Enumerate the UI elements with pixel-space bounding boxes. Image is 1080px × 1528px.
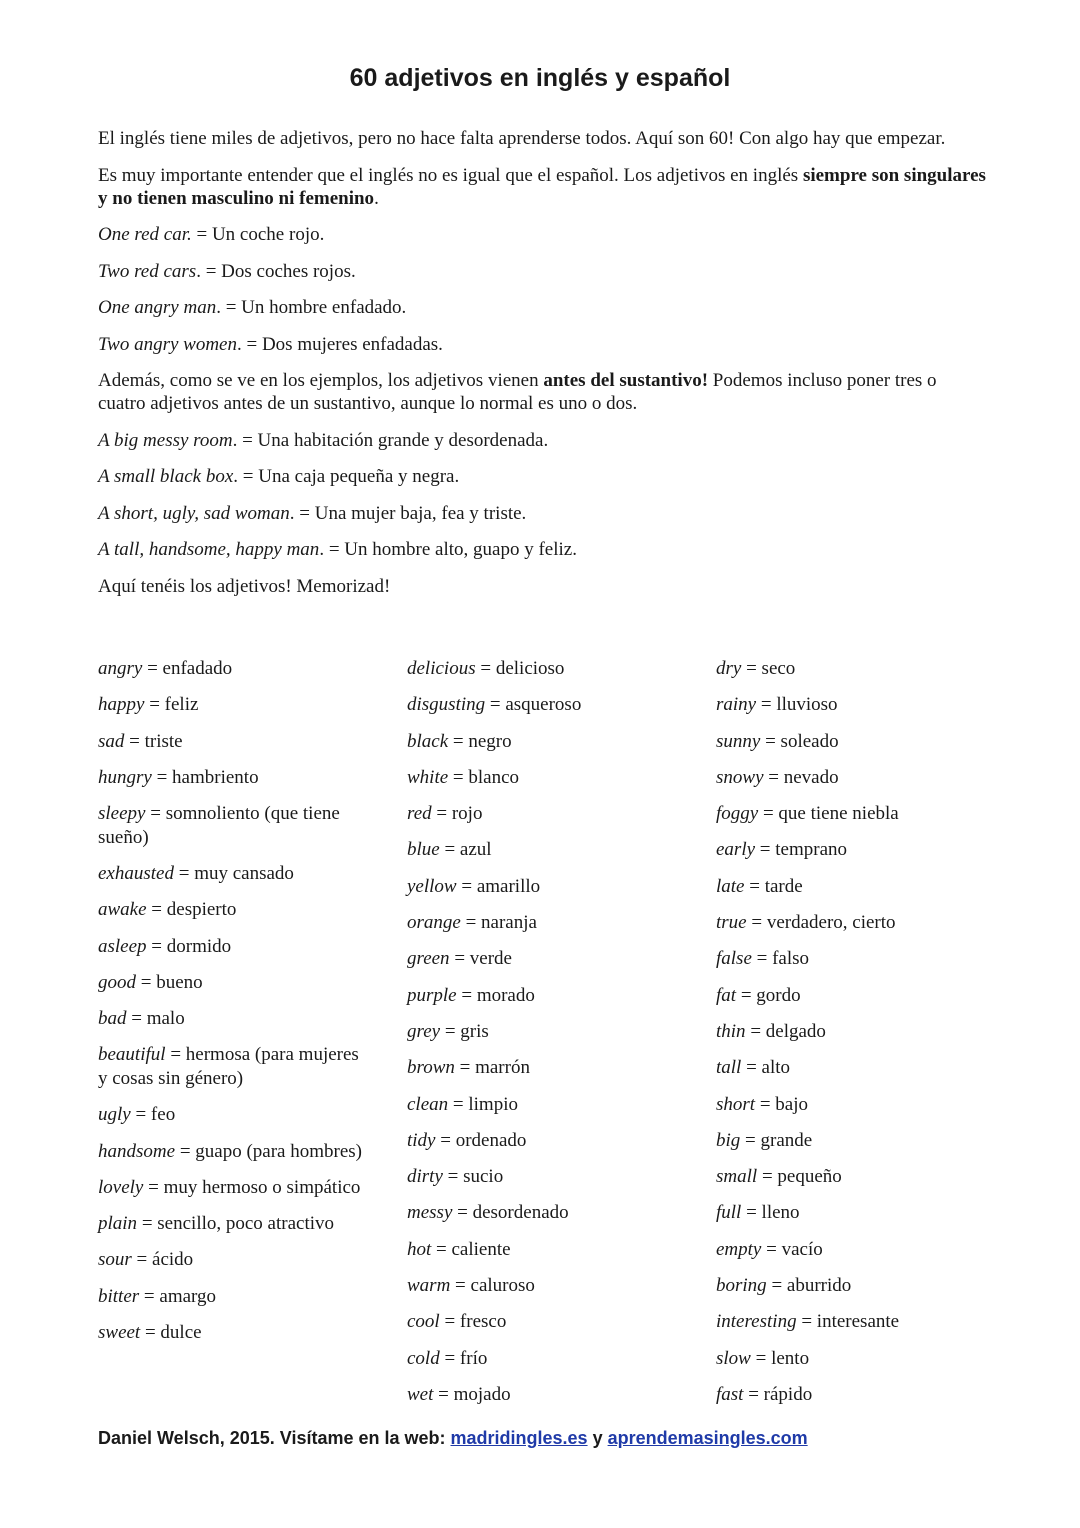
adjective-entry <box>98 1212 363 1236</box>
adjective-spanish: = mojado <box>433 1383 511 1405</box>
adjective-entry <box>407 1129 697 1153</box>
adjective-spanish: = gris <box>440 1020 489 1042</box>
adjective-spanish: = dormido <box>146 935 232 957</box>
adjective-english: disgusting <box>407 694 486 716</box>
adjective-entry <box>98 1176 363 1200</box>
adjective-english: ugly <box>98 1104 131 1126</box>
intro-p2-bold: siempre son singulares y no tienen masculino ni femenino <box>98 164 986 209</box>
adjective-spanish: = seco <box>741 658 796 679</box>
adjective-english: fat <box>716 984 737 1006</box>
adjective-english: thin <box>716 1020 746 1042</box>
footer <box>98 1428 808 1449</box>
adjective-entry <box>716 657 1006 681</box>
example-sentence <box>98 465 988 488</box>
adjective-entry <box>98 1140 363 1164</box>
adjective-spanish: = muy hermoso o simpático <box>143 1176 361 1198</box>
examples-list-2 <box>98 429 988 562</box>
adjective-english: warm <box>407 1275 451 1297</box>
adjective-spanish: = interesante <box>796 1311 900 1333</box>
adjective-column-2 <box>407 657 697 1419</box>
adjective-entry <box>407 730 697 754</box>
adjective-entry <box>98 862 363 886</box>
adjective-english: angry <box>98 658 143 679</box>
intro-p2-end: . <box>374 187 379 209</box>
adjective-entry <box>407 875 697 899</box>
adjective-entry <box>716 911 1006 935</box>
adjective-entry <box>407 1274 697 1298</box>
adjective-spanish: = delgado <box>745 1020 826 1042</box>
adjective-english: cold <box>407 1347 440 1369</box>
adjective-english: clean <box>407 1093 449 1115</box>
adjective-entry <box>407 1383 697 1407</box>
adjective-entry <box>98 766 363 790</box>
adjective-english: exhausted <box>98 862 174 884</box>
adjective-entry <box>98 730 363 754</box>
adjective-spanish: = verde <box>449 948 512 970</box>
example-english: A short, ugly, sad woman <box>98 502 290 524</box>
madridingles-link[interactable]: madridingles.es <box>450 1428 588 1448</box>
adjective-english: orange <box>407 912 461 934</box>
adjective-english: fast <box>716 1383 744 1405</box>
adjective-column-3 <box>716 657 1006 1419</box>
adjective-spanish: = bueno <box>136 971 203 993</box>
adjective-spanish: = malo <box>126 1008 185 1030</box>
example-english: One angry man <box>98 297 217 318</box>
adjective-spanish: = alto <box>741 1057 791 1079</box>
adjective-english: bitter <box>98 1285 140 1307</box>
aprendemasingles-link[interactable]: aprendemasingles.com <box>607 1428 808 1448</box>
adjective-entry <box>98 935 363 959</box>
adjective-english: true <box>716 912 747 934</box>
adjective-spanish: = temprano <box>755 839 848 861</box>
adjective-spanish: = aburrido <box>766 1275 852 1297</box>
adjective-entry <box>716 1201 1006 1225</box>
examples-list-1 <box>98 223 988 356</box>
footer-credit: Daniel Welsch, 2015. Visítame en la web: <box>98 1428 451 1448</box>
adjective-entry <box>407 802 697 826</box>
adjective-english: wet <box>407 1383 434 1405</box>
adjective-english: dirty <box>407 1166 443 1188</box>
adjective-english: white <box>407 766 449 788</box>
adjective-spanish: = caliente <box>431 1238 511 1260</box>
adjective-entry <box>716 1238 1006 1262</box>
adjective-english: lovely <box>98 1176 144 1198</box>
adjective-entry <box>407 1056 697 1080</box>
adjective-english: yellow <box>407 875 457 897</box>
adjective-entry <box>98 1043 363 1090</box>
adjective-spanish: = caluroso <box>450 1275 535 1297</box>
adjective-spanish: = limpio <box>448 1093 518 1115</box>
example-spanish: . = Dos coches rojos. <box>196 260 356 282</box>
example-english: One red car. <box>98 224 192 245</box>
adjective-entry <box>716 730 1006 754</box>
adjective-entry <box>98 693 363 717</box>
adjective-english: small <box>716 1166 758 1188</box>
adjective-spanish: = desordenado <box>452 1202 569 1224</box>
adjective-spanish: = feliz <box>144 694 199 716</box>
adjective-spanish: = naranja <box>460 912 537 934</box>
adjective-spanish: = soleado <box>760 730 839 752</box>
adjective-english: snowy <box>716 766 764 788</box>
adjective-entry <box>716 1383 1006 1407</box>
adjective-spanish: = asqueroso <box>485 694 582 716</box>
adjective-english: delicious <box>407 658 476 679</box>
adjective-spanish: = lluvioso <box>756 694 838 716</box>
adjective-entry <box>716 1347 1006 1371</box>
adjective-entry <box>98 657 363 681</box>
adjective-english: interesting <box>716 1311 797 1333</box>
adjective-spanish: = guapo (para hombres) <box>175 1140 362 1162</box>
adjective-entry <box>407 1310 697 1334</box>
adjective-entry <box>716 875 1006 899</box>
adjective-spanish: = falso <box>751 948 810 970</box>
example-english: A big messy room <box>98 429 233 451</box>
intro-paragraph-3 <box>98 369 988 415</box>
example-spanish: . = Un hombre alto, guapo y feliz. <box>319 539 577 560</box>
example-spanish: . = Un hombre enfadado. <box>216 297 407 318</box>
adjective-english: messy <box>407 1202 453 1224</box>
adjective-entry <box>98 1007 363 1031</box>
adjective-spanish: = somnoliento (que tiene sueño) <box>98 803 340 848</box>
adjective-english: hot <box>407 1238 432 1260</box>
adjective-spanish: = vacío <box>761 1238 823 1260</box>
adjective-spanish: = hermosa (para mujeres y cosas sin género) <box>98 1044 359 1089</box>
example-sentence <box>98 223 988 246</box>
adjective-entry <box>98 971 363 995</box>
adjective-english: blue <box>407 839 440 861</box>
adjective-entry <box>98 1321 363 1345</box>
adjective-entry <box>716 984 1006 1008</box>
adjective-spanish: = negro <box>448 730 512 752</box>
adjective-entry <box>407 838 697 862</box>
adjective-english: good <box>98 971 136 993</box>
adjective-entry <box>98 802 363 849</box>
adjective-english: rainy <box>716 694 757 716</box>
adjective-spanish: = feo <box>130 1104 176 1126</box>
adjective-spanish: = tarde <box>744 875 803 897</box>
adjective-entry <box>407 1238 697 1262</box>
page-title: 60 adjetivos en inglés y español <box>349 64 731 92</box>
intro-p3-text: Además, como se ve en los ejemplos, los adjetivos vienen <box>98 370 544 391</box>
adjective-spanish: = sencillo, poco atractivo <box>137 1213 335 1235</box>
adjective-english: early <box>716 839 756 861</box>
adjective-entry <box>716 1274 1006 1298</box>
adjective-english: full <box>716 1202 742 1224</box>
adjective-english: sunny <box>716 730 761 752</box>
example-sentence <box>98 260 988 283</box>
example-sentence <box>98 296 988 319</box>
intro-p3-end: Podemos incluso poner tres o cuatro adjetivos antes de un sustantivo, aunque lo normal es uno o dos. <box>98 370 937 414</box>
example-spanish: . = Una caja pequeña y negra. <box>233 466 460 487</box>
adjective-english: sleepy <box>98 803 146 825</box>
example-spanish: . = Una habitación grande y desordenada. <box>232 429 549 451</box>
adjective-spanish: = gordo <box>736 984 801 1006</box>
adjective-spanish: = pequeño <box>757 1166 842 1188</box>
example-sentence <box>98 538 988 561</box>
intro-p2-text: Es muy importante entender que el inglés no es igual que el español. Los adjetivos en inglés <box>98 164 803 186</box>
adjective-entry <box>407 947 697 971</box>
adjective-english: boring <box>716 1275 767 1297</box>
adjective-spanish: = fresco <box>439 1311 507 1333</box>
adjective-spanish: = grande <box>740 1129 813 1151</box>
adjective-spanish: = triste <box>124 730 183 752</box>
adjective-entry <box>407 1020 697 1044</box>
adjective-english: handsome <box>98 1140 176 1162</box>
adjective-english: beautiful <box>98 1044 166 1066</box>
example-spanish: = Un coche rojo. <box>191 224 325 245</box>
adjective-entry <box>716 693 1006 717</box>
adjective-entry <box>716 1020 1006 1044</box>
adjective-spanish: = lleno <box>741 1202 800 1224</box>
adjective-entry <box>98 898 363 922</box>
adjective-spanish: = sucio <box>442 1166 504 1188</box>
adjective-spanish: = dulce <box>140 1322 202 1344</box>
adjective-spanish: = ácido <box>131 1249 194 1271</box>
adjective-english: happy <box>98 694 145 716</box>
adjective-english: cool <box>407 1311 440 1333</box>
adjective-entry <box>407 693 697 717</box>
adjective-spanish: = amargo <box>139 1285 217 1307</box>
adjective-spanish: = delicioso <box>475 658 565 679</box>
adjective-english: brown <box>407 1057 455 1079</box>
adjective-entry <box>716 766 1006 790</box>
example-english: Two red cars <box>98 260 197 282</box>
adjective-spanish: = amarillo <box>456 875 541 897</box>
example-spanish: . = Dos mujeres enfadadas. <box>236 333 443 355</box>
adjective-spanish: = bajo <box>755 1093 809 1115</box>
adjective-english: slow <box>716 1347 751 1369</box>
adjective-spanish: = verdadero, cierto <box>746 912 896 934</box>
adjective-english: sweet <box>98 1322 141 1344</box>
adjective-entry <box>407 766 697 790</box>
adjective-english: empty <box>716 1238 762 1260</box>
adjective-spanish: = muy cansado <box>173 862 294 884</box>
adjective-spanish: = que tiene niebla <box>758 803 899 825</box>
adjective-english: big <box>716 1129 741 1151</box>
adjective-english: late <box>716 875 745 897</box>
adjective-spanish: = rápido <box>743 1383 813 1405</box>
adjective-spanish: = nevado <box>763 766 839 788</box>
adjective-entry <box>407 1347 697 1371</box>
intro-p3-bold: antes del sustantivo! <box>543 370 709 391</box>
adjective-entry <box>407 1165 697 1189</box>
closing-line: Aquí tenéis los adjetivos! Memorizad! <box>98 575 391 597</box>
example-english: A tall, handsome, happy man <box>98 539 320 560</box>
example-sentence <box>98 502 988 525</box>
adjective-entry <box>716 1310 1006 1334</box>
adjective-entry <box>98 1285 363 1309</box>
adjective-entry <box>716 1165 1006 1189</box>
adjective-spanish: = lento <box>750 1347 810 1369</box>
adjective-english: awake <box>98 899 147 921</box>
adjective-entry <box>407 1201 697 1225</box>
adjective-entry <box>98 1248 363 1272</box>
adjective-entry <box>98 1103 363 1127</box>
adjective-english: red <box>407 803 432 825</box>
adjective-entry <box>716 1056 1006 1080</box>
example-english: Two angry women <box>98 333 237 355</box>
adjective-english: dry <box>716 658 742 679</box>
adjective-english: tall <box>716 1057 742 1079</box>
adjective-entry <box>716 947 1006 971</box>
adjective-entry <box>716 1129 1006 1153</box>
example-sentence <box>98 429 988 452</box>
adjective-english: foggy <box>716 803 759 825</box>
adjective-english: tidy <box>407 1129 436 1151</box>
adjective-entry <box>407 984 697 1008</box>
adjective-english: hungry <box>98 766 152 788</box>
adjective-english: short <box>716 1093 756 1115</box>
adjective-entry <box>407 657 697 681</box>
adjective-spanish: = hambriento <box>151 766 259 788</box>
footer-joiner: y <box>587 1428 608 1448</box>
adjective-english: bad <box>98 1008 127 1030</box>
adjective-english: plain <box>98 1213 138 1235</box>
adjective-english: black <box>407 730 449 752</box>
example-sentence <box>98 333 988 356</box>
adjective-spanish: = enfadado <box>142 658 233 679</box>
adjective-spanish: = blanco <box>448 766 520 788</box>
adjective-entry <box>407 911 697 935</box>
adjective-english: purple <box>407 984 457 1006</box>
intro-paragraph-2 <box>98 164 988 210</box>
adjective-entry <box>716 802 1006 826</box>
adjective-english: grey <box>407 1020 441 1042</box>
adjective-spanish: = ordenado <box>435 1129 527 1151</box>
adjective-spanish: = frío <box>439 1347 488 1369</box>
example-english: A small black box <box>98 466 234 487</box>
adjective-column-1 <box>98 657 363 1357</box>
adjective-spanish: = azul <box>439 839 492 861</box>
example-spanish: . = Una mujer baja, fea y triste. <box>289 502 527 524</box>
adjective-english: green <box>407 948 450 970</box>
adjective-entry <box>716 838 1006 862</box>
adjective-english: sad <box>98 730 125 752</box>
adjective-english: sour <box>98 1249 132 1271</box>
adjective-english: false <box>716 948 752 970</box>
adjective-spanish: = marrón <box>454 1057 530 1079</box>
intro-paragraph-1: El inglés tiene miles de adjetivos, pero no hace falta aprenderse todos. Aquí son 60! Con algo hay que empezar. <box>98 128 946 149</box>
intro-section <box>98 127 988 611</box>
adjective-english: asleep <box>98 935 147 957</box>
adjective-spanish: = rojo <box>431 803 483 825</box>
adjective-entry <box>407 1093 697 1117</box>
adjective-spanish: = despierto <box>146 899 237 921</box>
adjective-entry <box>716 1093 1006 1117</box>
adjective-spanish: = morado <box>456 984 535 1006</box>
